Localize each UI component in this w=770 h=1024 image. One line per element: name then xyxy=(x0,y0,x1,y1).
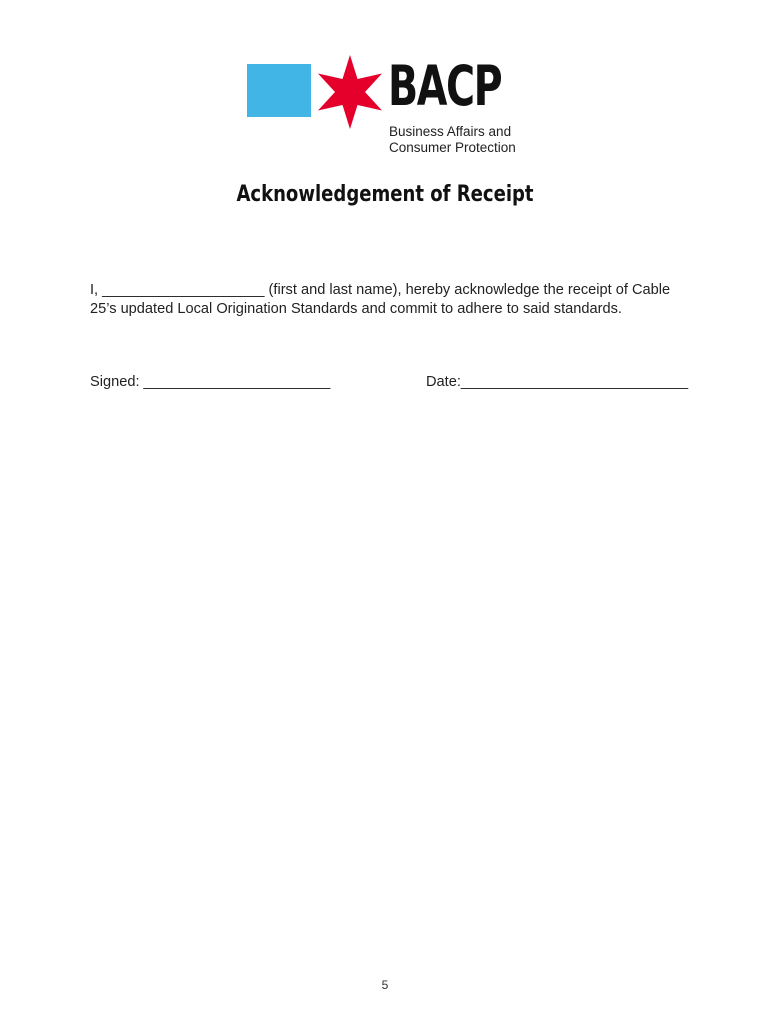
paragraph-line-2: 25’s updated Local Origination Standards and commit to adhere to said standards. xyxy=(90,301,622,317)
document-title: Acknowledgement of Receipt xyxy=(236,182,534,207)
logo-subtitle-line-1: Business Affairs and xyxy=(389,124,512,139)
date-line: Date:____________________________ xyxy=(426,374,689,390)
red-six-pointed-star-icon xyxy=(316,54,384,130)
signature-line: Signed: _______________________ xyxy=(90,374,331,390)
paragraph-line-1: I, ____________________ (first and last name), hereby acknowledge the receipt of Cable xyxy=(90,282,671,298)
page-number: 5 xyxy=(381,978,389,992)
logo-wordmark: BACP xyxy=(388,54,502,118)
blue-square-logo-mark xyxy=(247,64,311,117)
logo-subtitle xyxy=(389,124,516,156)
acknowledgement-paragraph xyxy=(90,281,690,319)
bacp-logo xyxy=(246,52,526,158)
logo-subtitle-line-2: Consumer Protection xyxy=(389,140,516,155)
